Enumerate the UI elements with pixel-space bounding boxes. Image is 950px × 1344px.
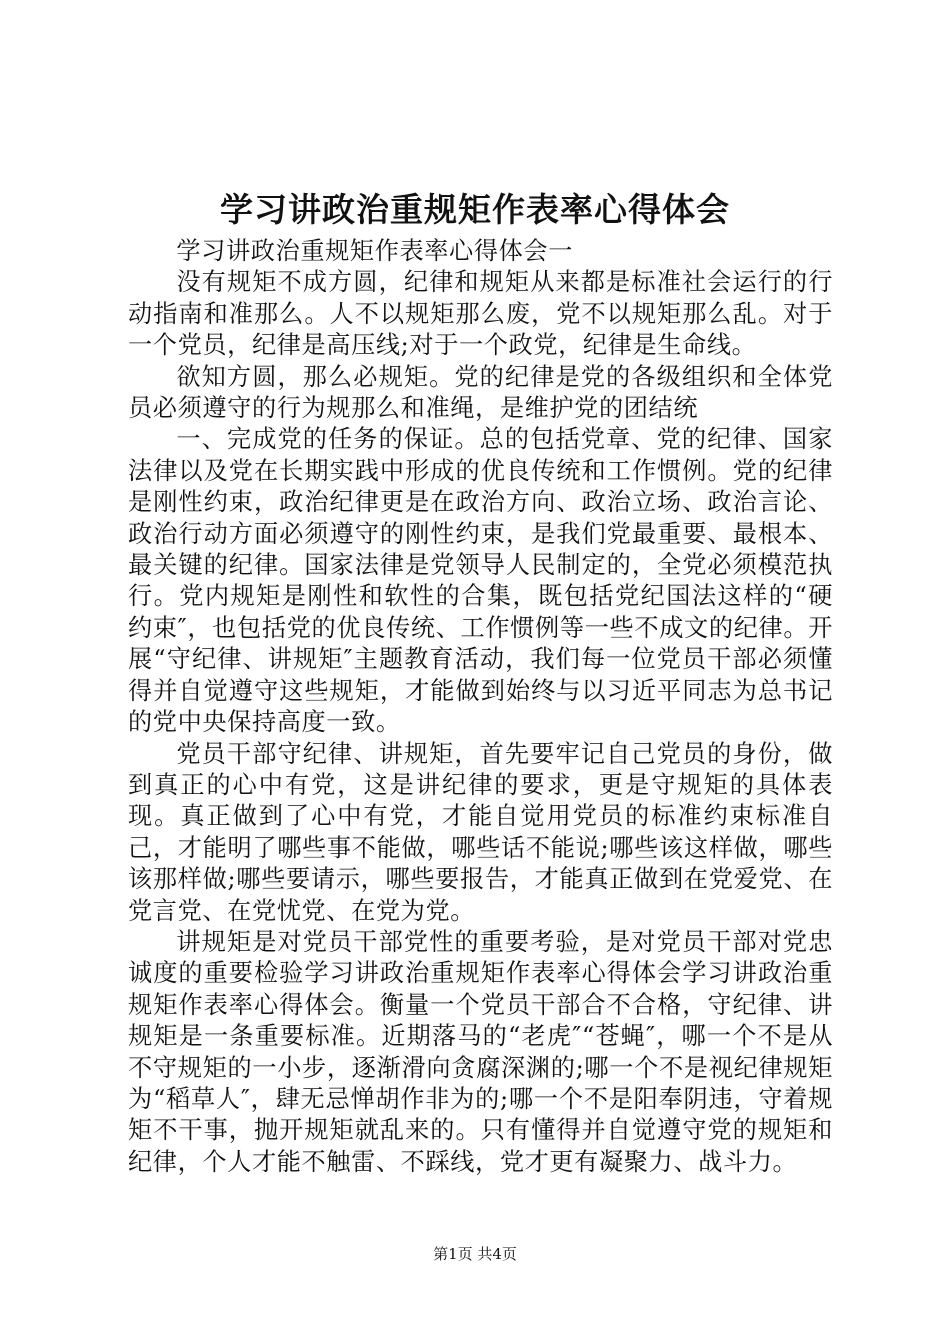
- paragraph-subtitle: 学习讲政治重规矩作表率心得体会一: [176, 237, 573, 265]
- paragraph: 党员干部守纪律、讲规矩，首先要牢记自己党员的身份，做到真正的心中有党，这是讲纪律的要求，更是守规矩的具体表现。真正做到了心中有党，才能自觉用党员的标准约束标准自己，才能明了哪些事不能做，哪些话不能说;哪些该这样做，哪些该那样做;哪些要请示，哪些要报告，才能真正做到在党爱党、在党言党、在党忧党、在党为党。: [128, 739, 833, 925]
- paragraph: 一、完成党的任务的保证。总的包括党章、党的纪律、国家法律以及党在长期实践中形成的优良传统和工作惯例。党的纪律是刚性约束，政治纪律更是在政治方向、政治立场、政治言论、政治行动方面必须遵守的刚性约束，是我们党最重要、最根本、最关键的纪律。国家法律是党领导人民制定的，全党必须模范执行。党内规矩是刚性和软性的合集，既包括党纪国法这样的“硬约束″，也包括党的优良传统、工作惯例等一些不成文的纪律。开展“守纪律、讲规矩″主题教育活动，我们每一位党员干部必须懂得并自觉遵守这些规矩，才能做到始终与以习近平同志为总书记的党中央保持高度一致。: [128, 425, 833, 737]
- paragraph: 没有规矩不成方圆，纪律和规矩从来都是标准社会运行的行动指南和准那么。人不以规矩那么废，党不以规矩那么乱。对于一个党员，纪律是高压线;对于一个政党，纪律是生命线。: [128, 268, 833, 360]
- document-title: 学习讲政治重规矩作表率心得体会: [220, 190, 730, 229]
- document-body: [128, 236, 833, 1178]
- page-footer: 第1页 共4页: [433, 1245, 517, 1263]
- paragraph: 欲知方圆，那么必规矩。党的纪律是党的各级组织和全体党员必须遵守的行为规那么和准绳，是维护党的团结统: [128, 362, 833, 423]
- paragraph: 讲规矩是对党员干部党性的重要考验，是对党员干部对党忠诚度的重要检验学习讲政治重规矩作表率心得体会学习讲政治重规矩作表率心得体会。衡量一个党员干部合不合格，守纪律、讲规矩是一条重要标准。近期落马的“老虎″“苍蝇″，哪一个不是从不守规矩的一小步，逐渐滑向贪腐深渊的;哪一个不是视纪律规矩为“稻草人″，肆无忌惮胡作非为的;哪一个不是阳奉阴违，守着规矩不干事，抛开规矩就乱来的。只有懂得并自觉遵守党的规矩和纪律，个人才能不触雷、不踩线，党才更有凝聚力、战斗力。: [128, 927, 833, 1176]
